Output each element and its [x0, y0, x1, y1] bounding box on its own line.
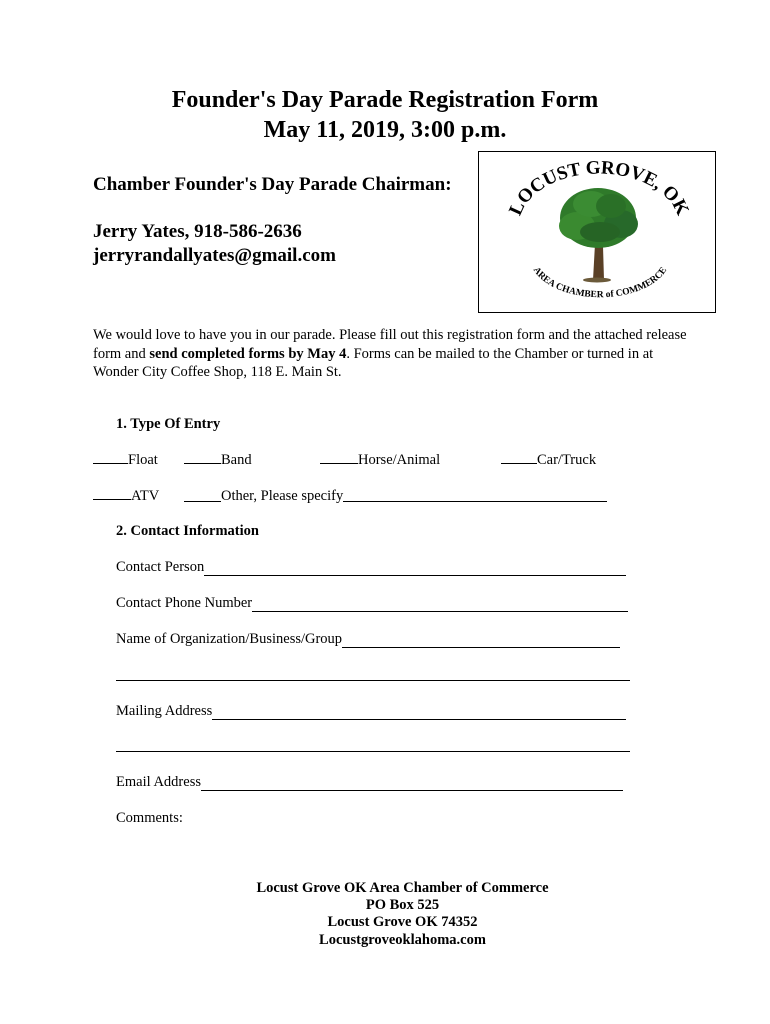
- organization-label: Name of Organization/Business/Group: [116, 631, 343, 647]
- organization-field-line-2[interactable]: [116, 680, 630, 681]
- other-specify-field[interactable]: [343, 489, 607, 502]
- email-address-row: [116, 773, 623, 791]
- organization-row: [116, 630, 620, 648]
- email-address-field[interactable]: [201, 776, 623, 791]
- organization-field[interactable]: [342, 633, 620, 648]
- footer-city: Locust Grove OK 74352: [327, 914, 478, 930]
- mailing-address-row: [116, 702, 626, 720]
- option-other[interactable]: [184, 487, 607, 505]
- mailing-address-label: Mailing Address: [116, 703, 213, 719]
- option-other-label: Other, Please specify: [221, 488, 344, 504]
- form-date: May 11, 2019, 3:00 p.m.: [263, 117, 507, 143]
- chairman-heading: Chamber Founder's Day Parade Chairman:: [93, 174, 452, 195]
- option-float-label: Float: [128, 452, 158, 468]
- contact-phone-row: [116, 594, 628, 612]
- mailing-address-field[interactable]: [212, 705, 626, 720]
- mailing-address-field-line-2[interactable]: [116, 751, 630, 752]
- comments-label: Comments:: [116, 810, 183, 826]
- intro-deadline: send completed forms by May 4: [149, 345, 347, 362]
- option-car-truck[interactable]: [501, 451, 596, 469]
- option-atv[interactable]: [93, 487, 159, 505]
- intro-text-1: We would love to have you in our parade. Please fill out this registration form and the attached release form and: [93, 327, 687, 362]
- chamber-logo: [478, 151, 716, 313]
- chairman-name-phone: Jerry Yates, 918-586-2636: [93, 221, 302, 242]
- footer-po-box: PO Box 525: [365, 897, 440, 913]
- option-float[interactable]: [93, 451, 158, 469]
- intro-paragraph: [93, 326, 693, 382]
- option-horse-animal[interactable]: [320, 451, 440, 469]
- section-contact-information: 2. Contact Information: [116, 523, 259, 539]
- option-car-truck-label: Car/Truck: [537, 452, 597, 468]
- email-address-label: Email Address: [116, 774, 201, 790]
- comments-row: [116, 809, 183, 827]
- contact-person-row: [116, 558, 626, 576]
- intro-text-2: . Forms can be mailed to the Chamber or turned in at Wonder City Coffee Shop, 118 E. Main St.: [93, 345, 654, 380]
- chairman-email: jerryrandallyates@gmail.com: [93, 245, 336, 266]
- tree-icon: [559, 188, 638, 283]
- footer-org-name: Locust Grove OK Area Chamber of Commerce: [256, 880, 549, 896]
- contact-person-field[interactable]: [204, 561, 626, 576]
- footer-website: Locustgroveoklahoma.com: [319, 932, 486, 948]
- contact-phone-field[interactable]: [252, 597, 628, 612]
- contact-person-label: Contact Person: [116, 559, 205, 575]
- contact-phone-label: Contact Phone Number: [116, 595, 253, 611]
- section-type-of-entry: 1. Type Of Entry: [116, 416, 221, 432]
- option-atv-label: ATV: [131, 488, 160, 504]
- option-band[interactable]: [184, 451, 252, 469]
- comments-field[interactable]: [116, 830, 630, 870]
- form-title: Founder's Day Parade Registration Form: [171, 87, 599, 113]
- option-horse-animal-label: Horse/Animal: [358, 452, 441, 468]
- logo-arc-top-text: LOCUST GROVE, OK: [505, 157, 693, 219]
- option-band-label: Band: [221, 452, 252, 468]
- logo-graphic: [479, 152, 714, 311]
- logo-arc-bottom-text: AREA CHAMBER of COMMERCE: [530, 265, 670, 301]
